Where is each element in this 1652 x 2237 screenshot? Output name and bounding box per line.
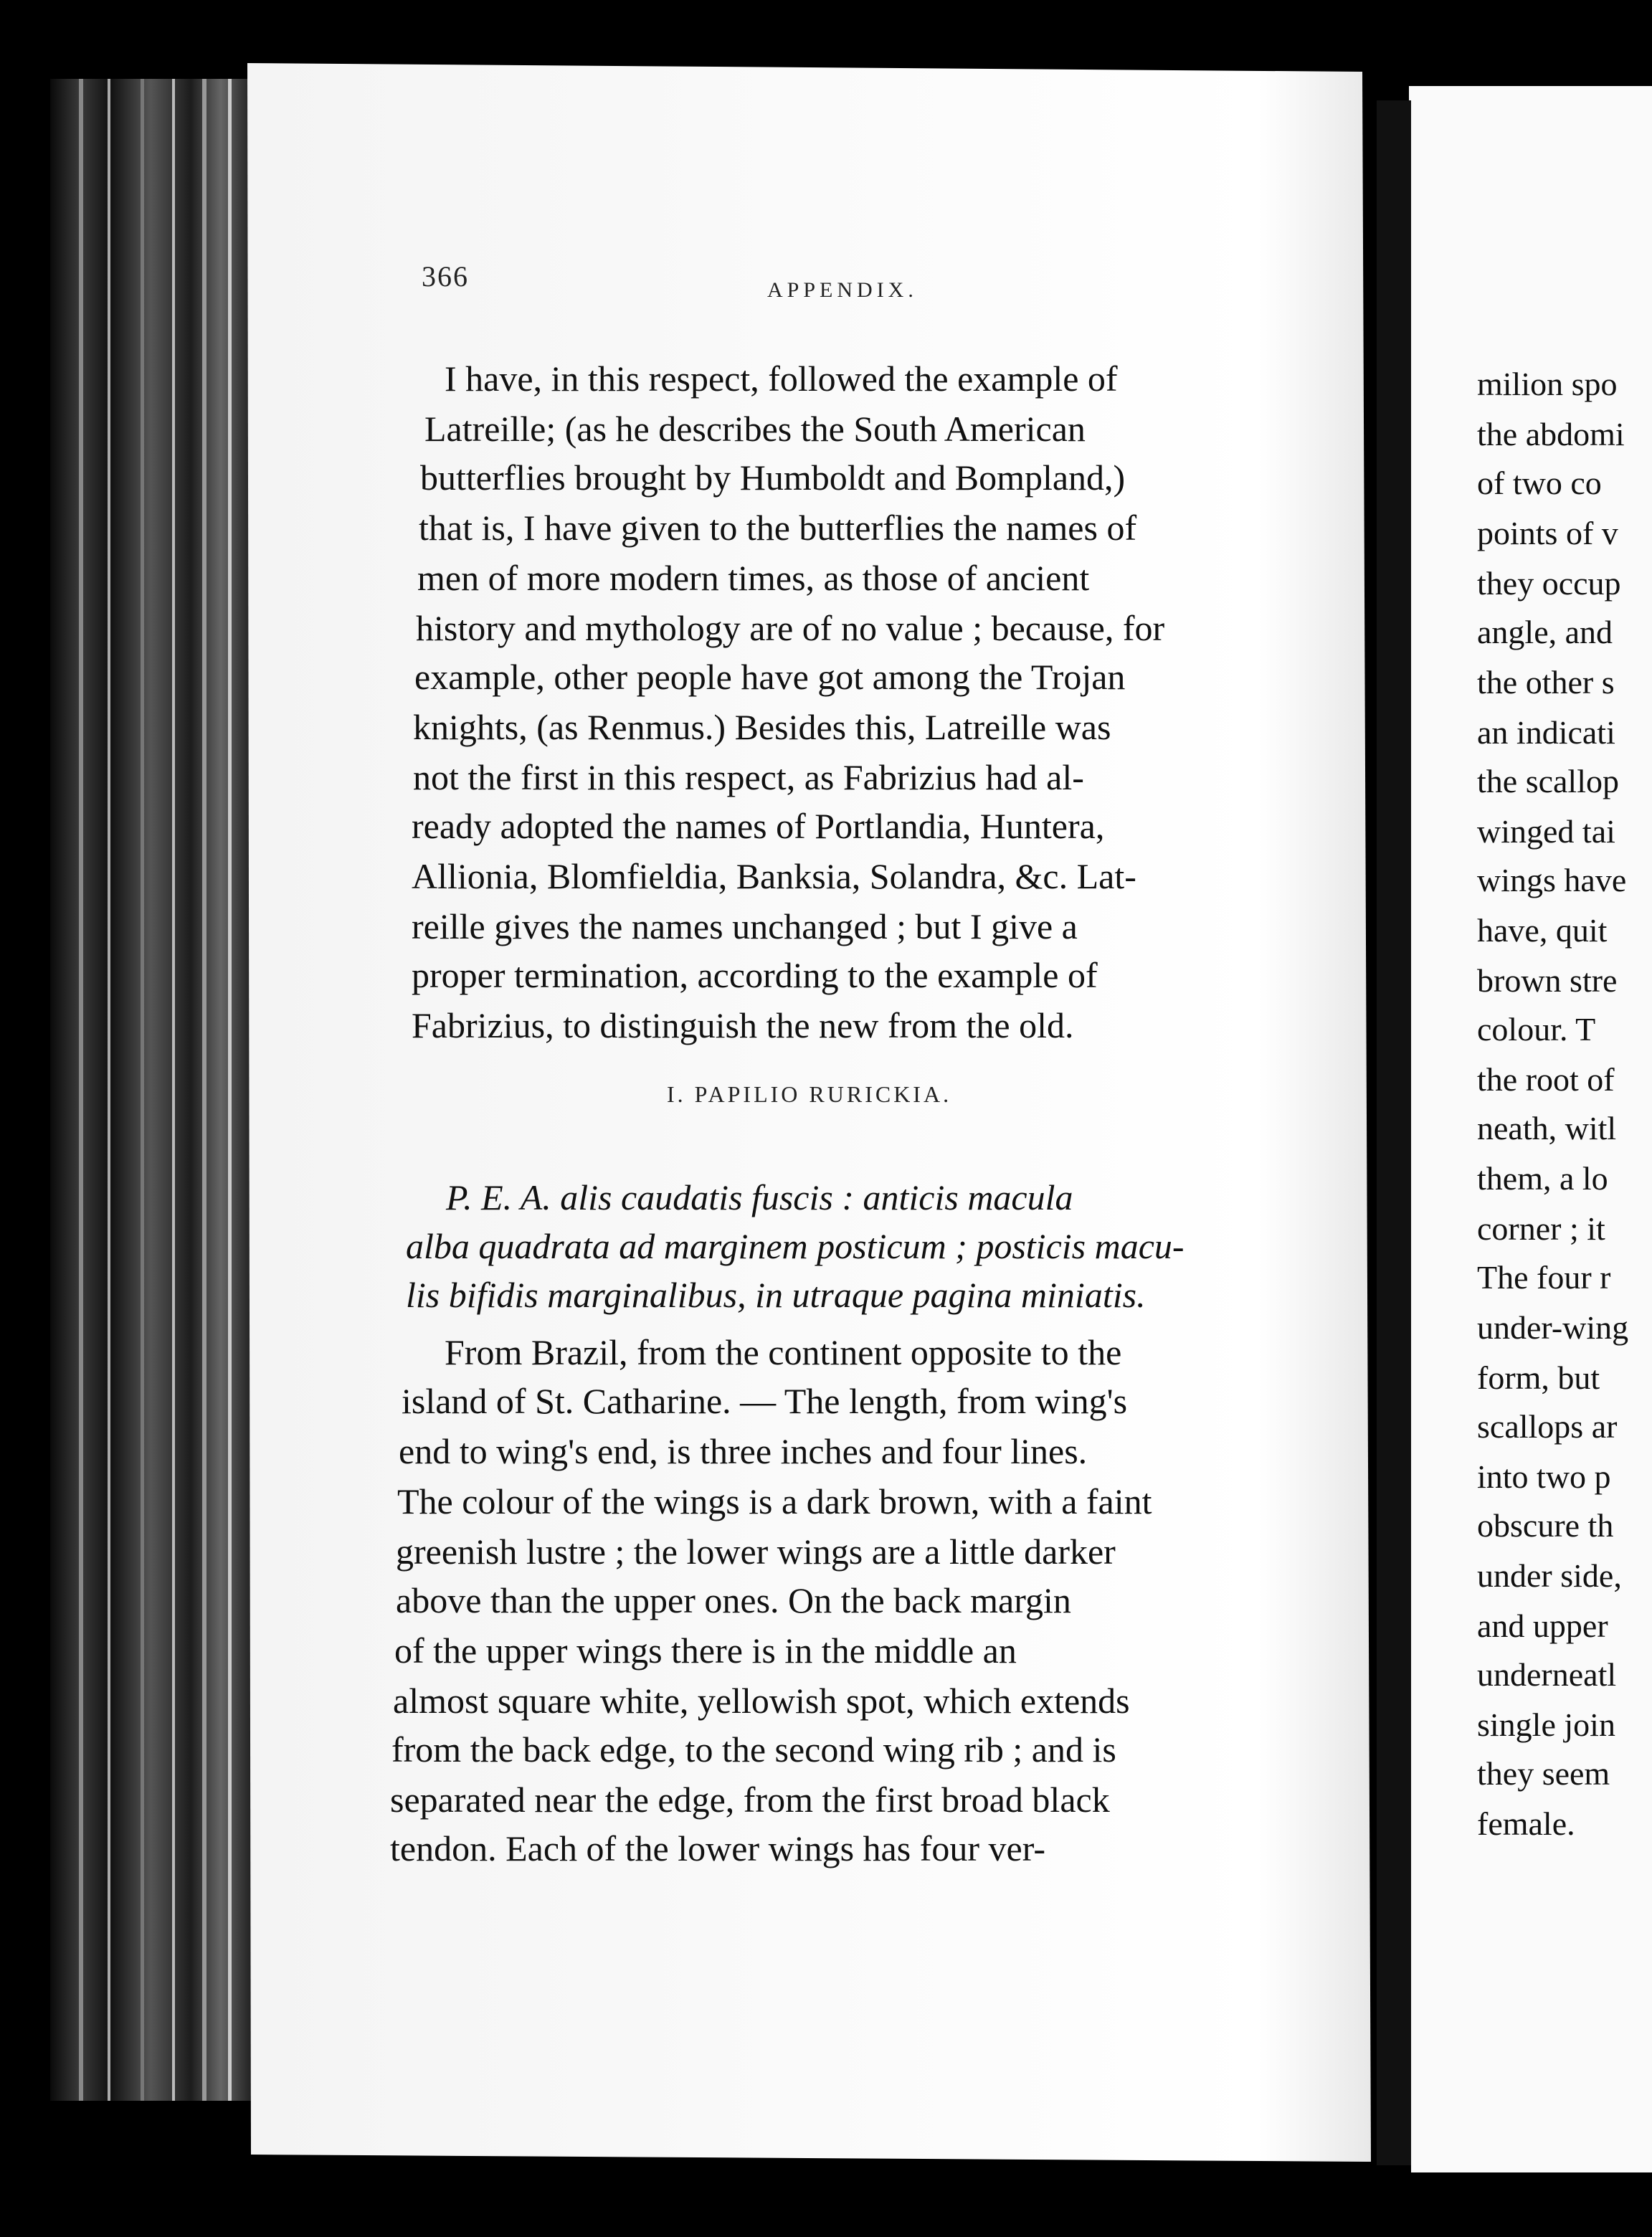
text-line: colour. T [1477, 1011, 1596, 1048]
text-line: not the first in this respect, as Fabrizius had al- [413, 757, 1084, 797]
text-line: underneatl [1477, 1656, 1617, 1693]
text-line: island of St. Catharine. — The length, from wing's [402, 1381, 1128, 1421]
text-line: wings have [1477, 862, 1627, 898]
text-line: single join [1477, 1706, 1615, 1743]
text-line: neath, witl [1477, 1110, 1617, 1146]
section-heading: I. PAPILIO RURICKIA. [667, 1081, 952, 1107]
text-line: of two co [1477, 465, 1602, 501]
text-line: knights, (as Renmus.) Besides this, Latreille was [413, 707, 1111, 747]
text-line: separated near the edge, from the first broad black [390, 1780, 1110, 1820]
text-line: lis bifidis marginalibus, in utraque pagina miniatis. [406, 1275, 1146, 1315]
text-line: brown stre [1477, 962, 1618, 999]
text-line: alba quadrata ad marginem posticum ; posticis macu- [406, 1226, 1185, 1266]
text-line: I have, in this respect, followed the example of [445, 358, 1118, 399]
text-line: Allionia, Blomfieldia, Banksia, Solandra, &c. Lat- [412, 856, 1136, 896]
running-head: APPENDIX. [767, 278, 918, 302]
text-line: milion spo [1477, 366, 1618, 402]
text-line: angle, and [1477, 614, 1613, 650]
text-line: form, but [1477, 1359, 1600, 1396]
text-line: of the upper wings there is in the middle an [394, 1630, 1017, 1671]
text-line: history and mythology are of no value ; because, for [416, 608, 1165, 648]
text-line: almost square white, yellowish spot, which extends [393, 1681, 1130, 1721]
text-line: scallops ar [1477, 1408, 1618, 1445]
text-line: proper termination, according to the example of [412, 955, 1098, 995]
text-line: them, a lo [1477, 1160, 1608, 1197]
text-line: the scallop [1477, 763, 1619, 799]
text-line: end to wing's end, is three inches and four lines. [399, 1431, 1088, 1471]
text-line: under-wing [1477, 1309, 1629, 1346]
text-line: tendon. Each of the lower wings has four ver- [390, 1828, 1045, 1868]
text-line: female. [1477, 1805, 1575, 1842]
text-line: the root of [1477, 1061, 1615, 1098]
text-line: winged tai [1477, 813, 1615, 850]
text-line: they occup [1477, 565, 1621, 602]
text-line: an indicati [1477, 714, 1615, 751]
text-line: under side, [1477, 1557, 1622, 1594]
text-line: greenish lustre ; the lower wings are a little darker [396, 1531, 1116, 1572]
text-line: that is, I have given to the butterflies the names of [419, 508, 1137, 548]
text-line: the other s [1477, 664, 1615, 700]
text-line: reille gives the names unchanged ; but I give a [412, 906, 1078, 946]
text-line: obscure th [1477, 1507, 1614, 1544]
text-line: The colour of the wings is a dark brown, with a faint [397, 1481, 1152, 1521]
page-number: 366 [422, 260, 469, 293]
text-line: points of v [1477, 515, 1618, 551]
text-line: Fabrizius, to distinguish the new from the old. [412, 1005, 1074, 1045]
text-line: ready adopted the names of Portlandia, Huntera, [412, 806, 1105, 846]
right-page [1434, 0, 1652, 2237]
text-line: have, quit [1477, 912, 1608, 949]
text-line: From Brazil, from the continent opposite to the [445, 1332, 1122, 1372]
text-line: P. E. A. alis caudatis fuscis : anticis macula [446, 1177, 1073, 1217]
text-line: example, other people have got among the Trojan [414, 657, 1126, 697]
text-line: the abdomi [1477, 416, 1625, 452]
text-line: and upper [1477, 1607, 1608, 1644]
text-line: above than the upper ones. On the back margin [396, 1580, 1071, 1620]
text-line: Latreille; (as he describes the South American [424, 409, 1086, 449]
text-line: men of more modern times, as those of ancient [417, 558, 1090, 598]
text-line: butterflies brought by Humboldt and Bompland,) [420, 457, 1126, 498]
text-line: into two p [1477, 1458, 1611, 1495]
text-line: corner ; it [1477, 1210, 1605, 1247]
text-line: from the back edge, to the second wing rib ; and is [391, 1729, 1116, 1770]
text-line: they seem [1477, 1755, 1610, 1792]
text-line: The four r [1477, 1259, 1611, 1296]
